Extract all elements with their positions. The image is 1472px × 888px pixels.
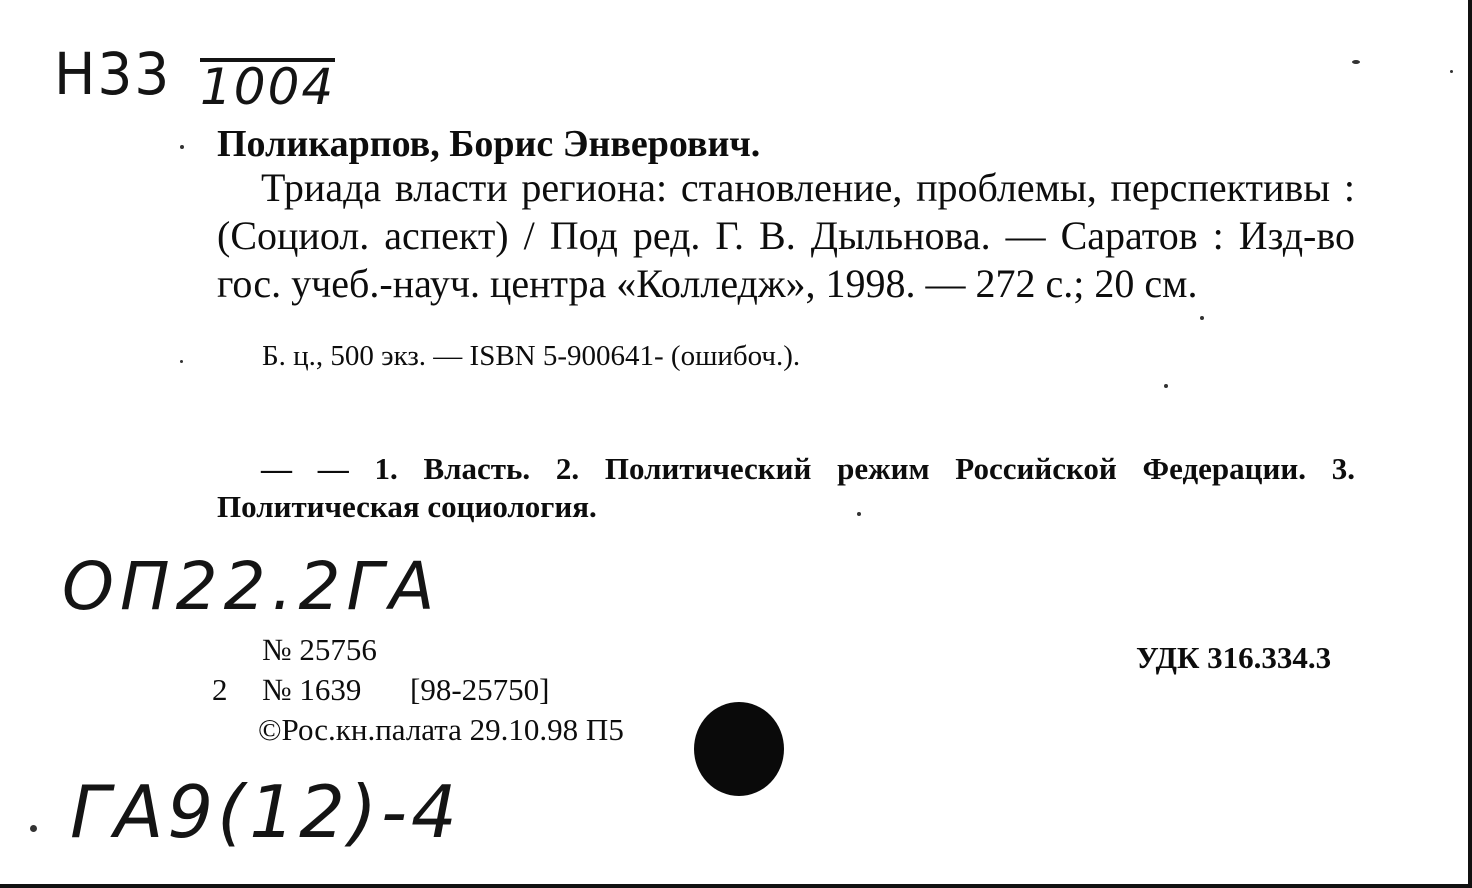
scan-speck — [180, 360, 183, 363]
scan-speck — [30, 825, 37, 832]
card-count: 2 — [212, 672, 228, 707]
scan-speck — [857, 512, 861, 516]
classification-code-secondary: ГА9(12)-4 — [70, 770, 461, 854]
scan-speck — [1450, 70, 1453, 73]
classification-code-primary: ОП22.2ГА — [62, 548, 441, 625]
copyright-line: ©Рос.кн.палата 29.10.98 П5 — [258, 712, 624, 747]
registration-number: [98-25750] — [410, 672, 550, 707]
scan-speck — [1200, 316, 1204, 320]
record-number: № 25756 — [262, 632, 377, 667]
punch-hole-icon — [694, 702, 784, 796]
udc-code: УДК 316.334.3 — [1136, 640, 1332, 675]
scan-speck — [1352, 60, 1360, 64]
scan-speck — [1164, 384, 1168, 388]
author-heading: Поликарпов, Борис Энверович. — [217, 123, 761, 165]
subject-headings: — — 1. Власть. 2. Политический режим Российской Федерации. 3. Политическая социология. — [217, 451, 1355, 524]
bibliographic-description: Триада власти региона: становление, проблемы, перспективы : (Социол. аспект) / Под ред. Г. В. Дыльнова. — Саратов : Изд-во гос. учеб.-науч. центра «Колледж», 1998. — 272 с.; 20 см. — [217, 165, 1355, 306]
scan-speck — [180, 145, 184, 149]
publication-info: Б. ц., 500 экз. — ISBN 5-900641- (ошибоч.). — [262, 340, 801, 372]
record-number-secondary: № 1639 — [262, 672, 362, 707]
shelf-code: Н33 — [54, 40, 172, 108]
inventory-number: 1004 — [200, 58, 336, 116]
